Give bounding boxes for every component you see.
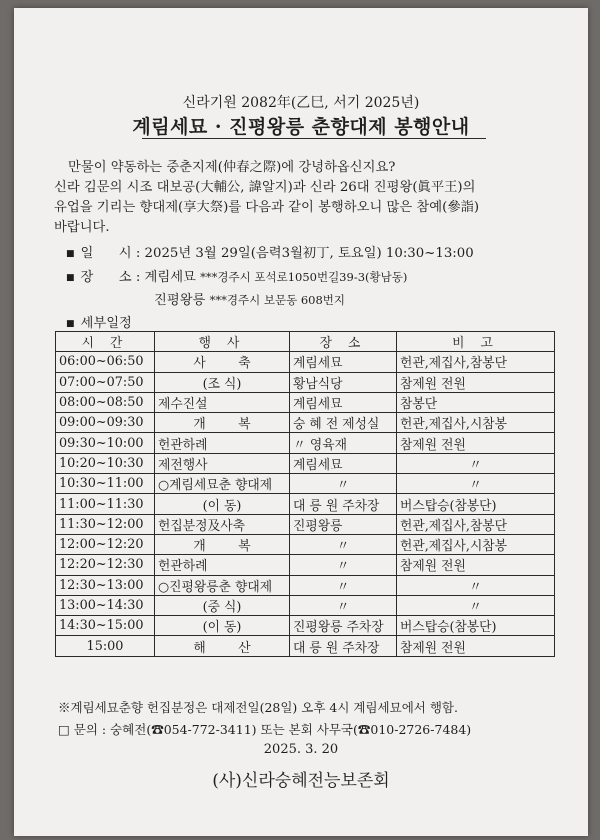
cell-event: 헌관하례 xyxy=(155,555,290,575)
schedule-label: 세부일정 xyxy=(80,316,132,331)
cell-note: 참제원 전원 xyxy=(397,372,555,392)
cell-place: 대 릉 원 주차장 xyxy=(290,636,397,656)
cell-note: 참제원 전원 xyxy=(397,636,555,656)
cell-place: 〃 xyxy=(290,575,397,595)
cell-time: 15:00 xyxy=(56,636,155,656)
bullet-icon: ■ xyxy=(66,273,75,283)
year-subtitle: 신라기원 2082年(乙巳, 서기 2025년) xyxy=(182,95,420,111)
cell-time: 11:30~12:00 xyxy=(56,514,155,534)
table-row xyxy=(56,555,555,575)
cell-event: 해 산 xyxy=(155,636,290,656)
table-row xyxy=(56,514,555,534)
cell-place: 〃 xyxy=(290,555,397,575)
cell-note: 참제원 전원 xyxy=(397,555,555,575)
table-row xyxy=(56,534,555,554)
cell-time: 08:00~08:50 xyxy=(56,392,155,412)
cell-place: 계림세묘 xyxy=(290,352,397,372)
cell-time: 12:20~12:30 xyxy=(56,555,155,575)
cell-event: 사 축 xyxy=(155,352,290,372)
cell-place: 진평왕릉 주차장 xyxy=(290,616,397,636)
cell-time: 10:20~10:30 xyxy=(56,453,155,473)
issue-date: 2025. 3. 20 xyxy=(263,742,339,757)
cell-time: 11:00~11:30 xyxy=(56,494,155,514)
table-row xyxy=(56,433,555,453)
schedule-heading xyxy=(66,312,132,331)
date-value: : 2025년 3월 29일(음력3월初丁, 토요일) 10:30~13:00 xyxy=(135,246,474,261)
cell-event: 헌집분정及사축 xyxy=(155,514,290,534)
cell-place: 계림세묘 xyxy=(290,453,397,473)
cell-time: 06:00~06:50 xyxy=(56,352,155,372)
place2-name: 진평왕릉 xyxy=(154,293,206,308)
footnote: ※계림세묘춘향 헌집분정은 대제전일(28일) 오후 4시 계림세묘에서 행함. xyxy=(58,700,458,715)
header-place: 장 소 xyxy=(290,332,397,352)
cell-event: (중 식) xyxy=(155,595,290,615)
date-row xyxy=(66,242,474,261)
date-label: 일 시 xyxy=(80,246,132,261)
document-page xyxy=(14,8,588,836)
cell-time: 07:00~07:50 xyxy=(56,372,155,392)
cell-event: 제전행사 xyxy=(155,453,290,473)
cell-note: 헌관,제집사,참봉단 xyxy=(397,352,555,372)
cell-event: (이 동) xyxy=(155,494,290,514)
place2-row xyxy=(154,289,345,308)
cell-time: 09:00~09:30 xyxy=(56,413,155,433)
cell-note: 〃 xyxy=(397,595,555,615)
cell-time: 12:30~13:00 xyxy=(56,575,155,595)
cell-place: 황남식당 xyxy=(290,372,397,392)
place2-address: ***경주시 보문동 608번지 xyxy=(209,293,346,307)
cell-place: 〃 xyxy=(290,595,397,615)
page-title: 계림세묘 · 진평왕릉 춘향대제 봉행안내 xyxy=(132,116,470,138)
intro-line-3: 유업을 기리는 향대제(享大祭)를 다음과 같이 봉행하오니 많은 참예(參詣) xyxy=(54,200,480,215)
cell-note: 〃 xyxy=(397,575,555,595)
header-time: 시 간 xyxy=(56,332,155,352)
cell-note: 참봉단 xyxy=(397,392,555,412)
cell-event: 개 복 xyxy=(155,534,290,554)
table-row xyxy=(56,636,555,656)
cell-note: 참제원 전원 xyxy=(397,433,555,453)
place-label: 장 소 xyxy=(80,270,132,285)
cell-note: 헌관,제집사,시참봉 xyxy=(397,534,555,554)
schedule-table xyxy=(55,331,555,657)
bullet-icon: ■ xyxy=(66,319,75,329)
intro-line-2: 신라 김문의 시조 대보공(大輔公, 諱알지)과 신라 26대 진평왕(眞平王)의 xyxy=(54,180,476,195)
intro-line-1: 만물이 약동하는 중춘지제(仲春之際)에 강녕하옵신지요? xyxy=(68,160,396,175)
cell-event: ○계림세묘춘 향대제 xyxy=(155,474,290,494)
cell-event: 헌관하례 xyxy=(155,433,290,453)
cell-event: 제수진설 xyxy=(155,392,290,412)
cell-note: 〃 xyxy=(397,453,555,473)
place-row xyxy=(66,266,407,285)
cell-note: 버스탑승(참봉단) xyxy=(397,616,555,636)
cell-time: 09:30~10:00 xyxy=(56,433,155,453)
cell-note: 버스탑승(참봉단) xyxy=(397,494,555,514)
cell-event: (조 식) xyxy=(155,372,290,392)
table-row xyxy=(56,474,555,494)
title-underline xyxy=(142,138,486,139)
table-row xyxy=(56,453,555,473)
table-row xyxy=(56,616,555,636)
organization-name: (사)신라숭혜전능보존회 xyxy=(212,771,390,791)
cell-place: 계림세묘 xyxy=(290,392,397,412)
contact-info: □ 문의 : 숭혜전(☎054-772-3411) 또는 본회 사무국(☎010-2726-7484) xyxy=(58,722,472,737)
header-note: 비 고 xyxy=(397,332,555,352)
place1-name: : 계림세묘 xyxy=(135,270,196,285)
header-event: 행 사 xyxy=(155,332,290,352)
cell-place: 숭 혜 전 제성실 xyxy=(290,413,397,433)
intro-line-4: 바랍니다. xyxy=(54,220,110,235)
cell-place: 〃 xyxy=(290,474,397,494)
table-row xyxy=(56,413,555,433)
cell-time: 12:00~12:20 xyxy=(56,534,155,554)
table-row xyxy=(56,352,555,372)
table-row xyxy=(56,392,555,412)
cell-place: 〃 영육재 xyxy=(290,433,397,453)
cell-place: 진평왕릉 xyxy=(290,514,397,534)
table-row xyxy=(56,494,555,514)
bullet-icon: ■ xyxy=(66,249,75,259)
place1-address: ***경주시 포석로1050번길39-3(황남동) xyxy=(200,270,408,284)
table-row xyxy=(56,595,555,615)
table-row xyxy=(56,575,555,595)
cell-time: 13:00~14:30 xyxy=(56,595,155,615)
cell-event: 개 복 xyxy=(155,413,290,433)
cell-event: (이 동) xyxy=(155,616,290,636)
cell-note: 헌관,제집사,참봉단 xyxy=(397,514,555,534)
cell-note: 헌관,제집사,시참봉 xyxy=(397,413,555,433)
table-row xyxy=(56,372,555,392)
cell-time: 14:30~15:00 xyxy=(56,616,155,636)
cell-place: 대 릉 원 주차장 xyxy=(290,494,397,514)
cell-time: 10:30~11:00 xyxy=(56,474,155,494)
cell-note: 〃 xyxy=(397,474,555,494)
table-header-row xyxy=(56,332,555,352)
cell-place: 〃 xyxy=(290,534,397,554)
cell-event: ○진평왕릉춘 향대제 xyxy=(155,575,290,595)
